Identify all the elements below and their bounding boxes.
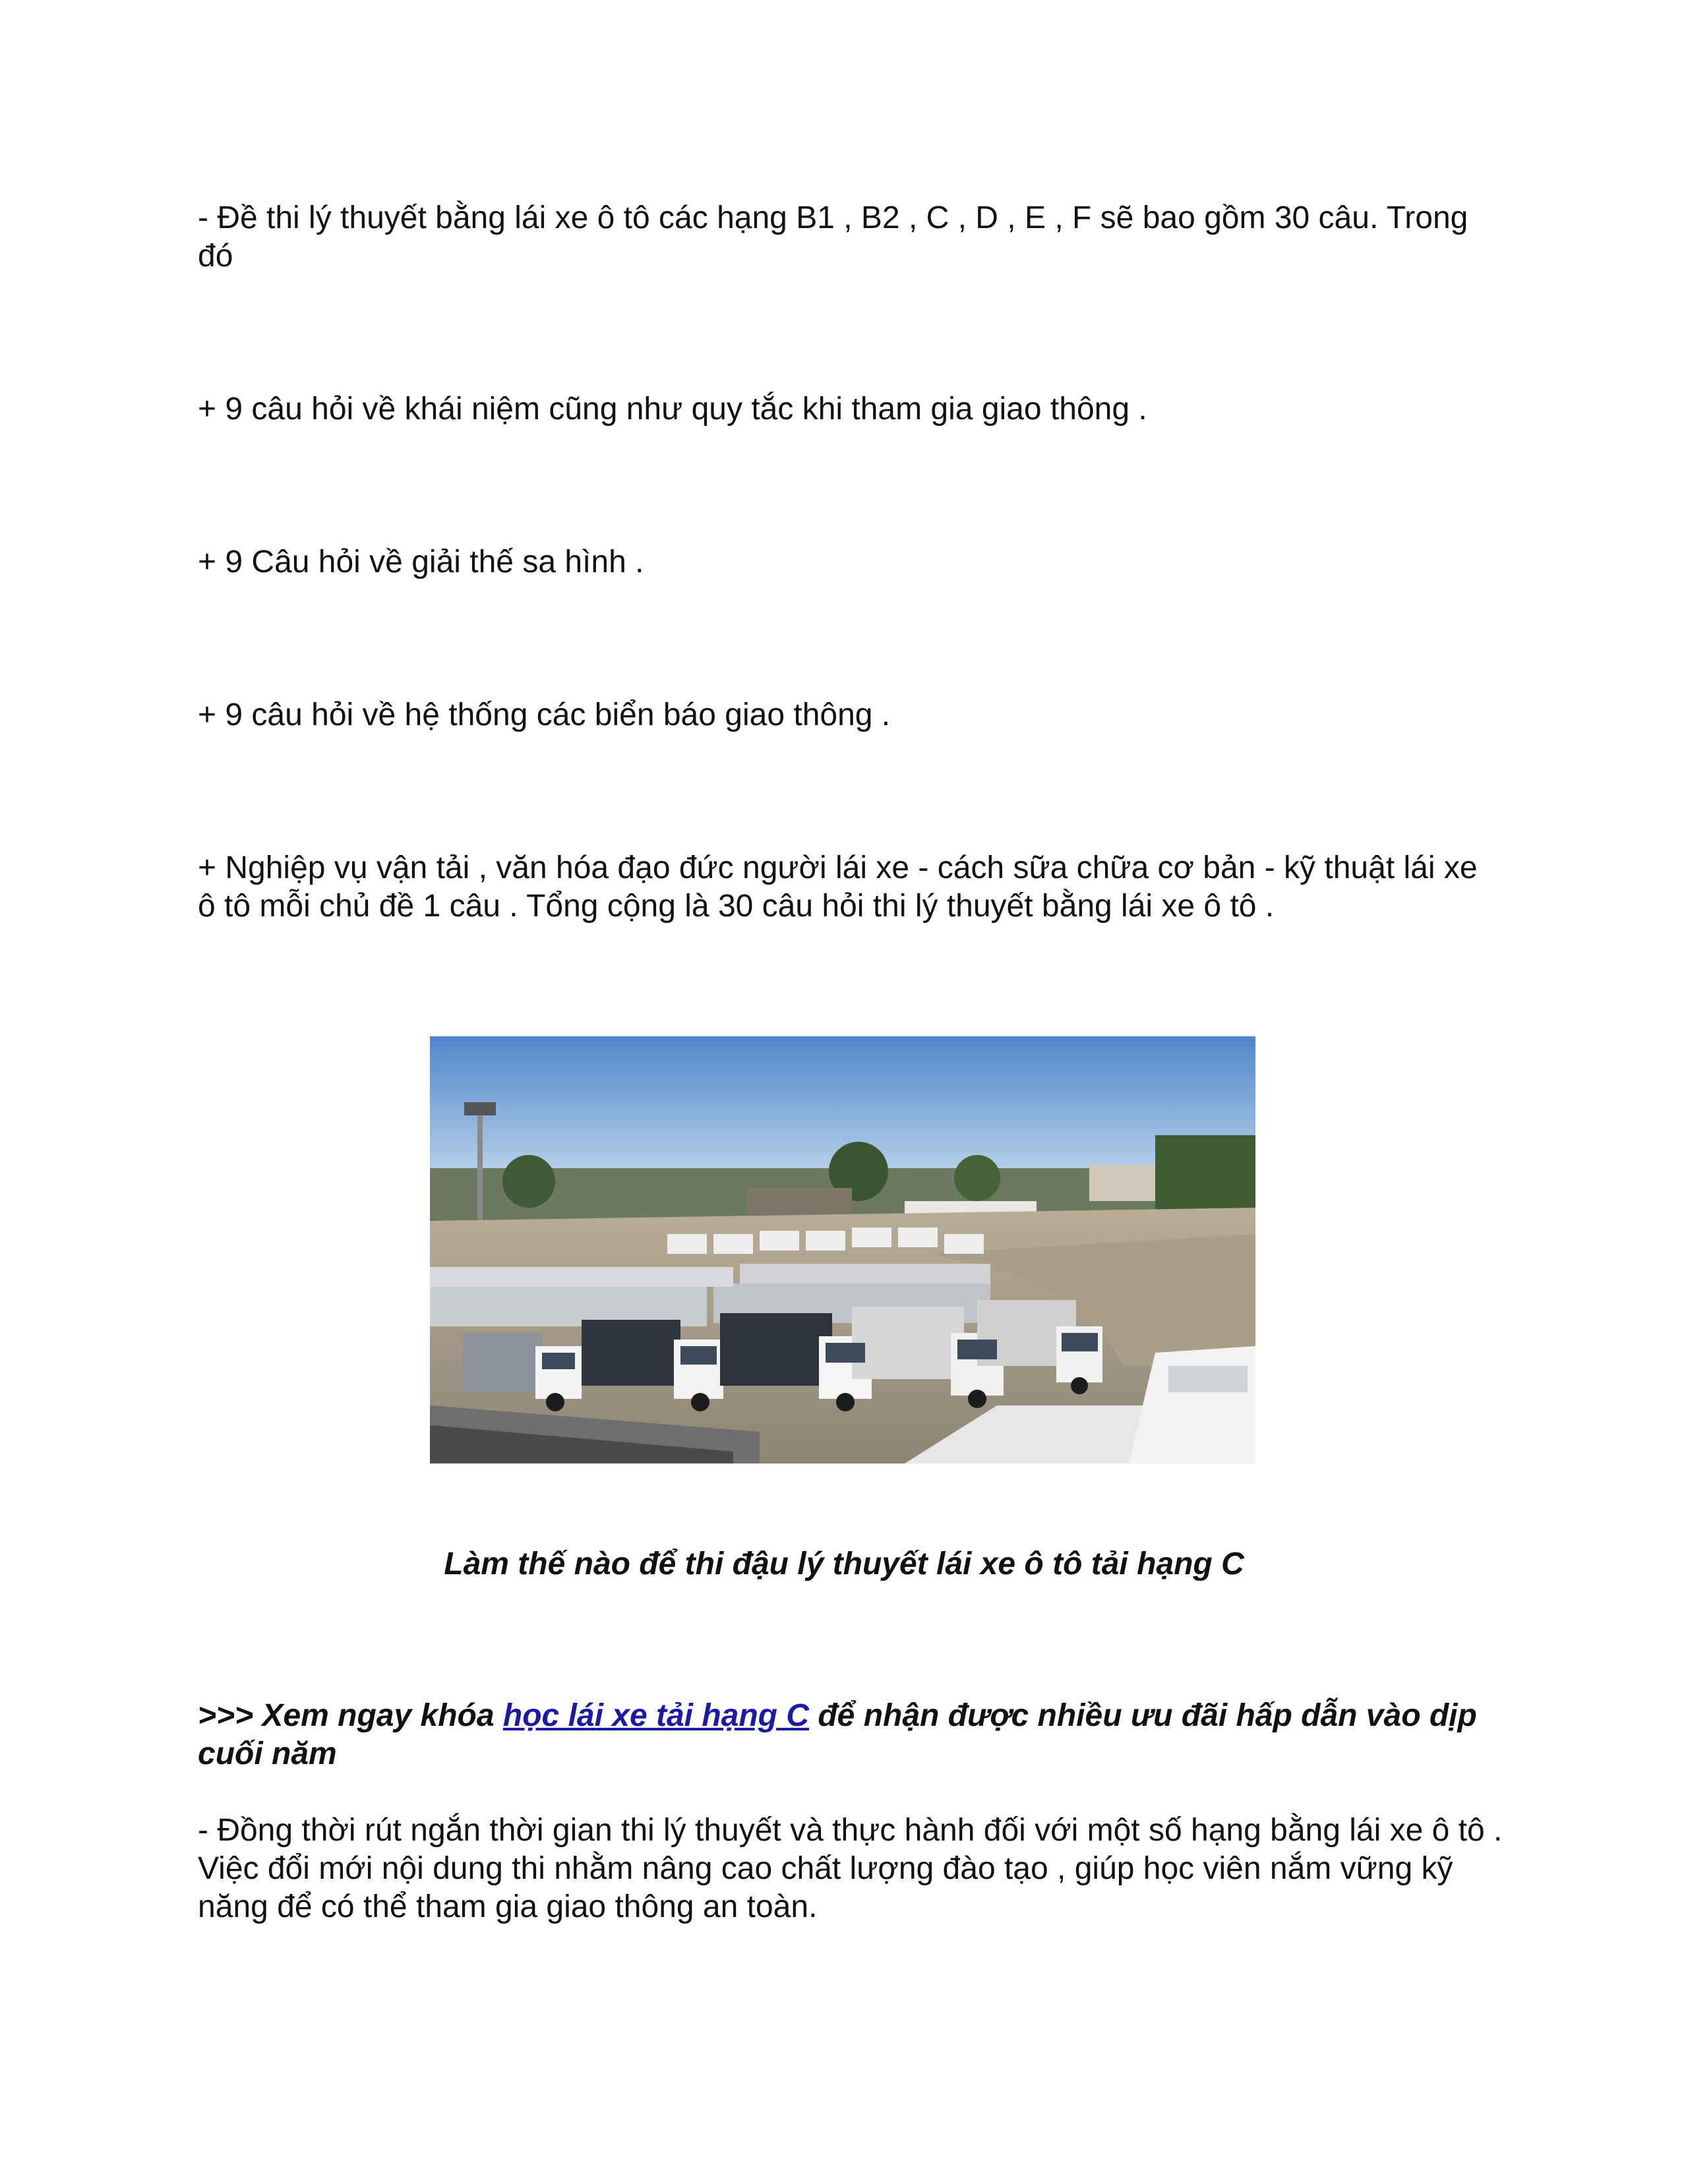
truck-yard-photo bbox=[430, 1036, 1255, 1463]
paragraph-item-3: + 9 câu hỏi về hệ thống các biển báo giao thông . bbox=[198, 697, 891, 732]
paragraph-item-4: + Nghiệp vụ vận tải , văn hóa đạo đức người lái xe - cách sữa chữa cơ bản - kỹ thuật lái xe ô tô mỗi chủ đề 1 câu . Tổng cộng là 30 câu hỏi thi lý thuyết bằng lái xe ô tô . bbox=[198, 850, 1478, 924]
paragraph-item-2: + 9 Câu hỏi về giải thế sa hình . bbox=[198, 545, 644, 579]
promo-paragraph bbox=[198, 1697, 1503, 1773]
promo-prefix: >>> Xem ngay khóa bbox=[198, 1698, 503, 1733]
paragraph-closing: - Đồng thời rút ngắn thời gian thi lý thuyết và thực hành đối với một số hạng bằng lái xe ô tô . Việc đổi mới nội dung thi nhằm nâng cao chất lượng đào tạo , giúp học viên nắm vững kỹ năng để có thể tham gia giao thông an toàn. bbox=[198, 1813, 1503, 1924]
course-link[interactable]: học lái xe tải hạng C bbox=[502, 1698, 809, 1733]
figure-caption: Làm thế nào để thi đậu lý thuyết lái xe ô tô tải hạng C bbox=[444, 1547, 1244, 1581]
paragraph-item-1: + 9 câu hỏi về khái niệm cũng như quy tắc khi tham gia giao thông . bbox=[198, 392, 1147, 427]
paragraph-intro: - Đề thi lý thuyết bằng lái xe ô tô các hạng B1 , B2 , C , D , E , F sẽ bao gồm 30 câu. Trong đó bbox=[198, 200, 1468, 274]
promo-suffix: để nhận được nhiều ưu đãi hấp dẫn vào dịp cuối năm bbox=[198, 1698, 1477, 1771]
